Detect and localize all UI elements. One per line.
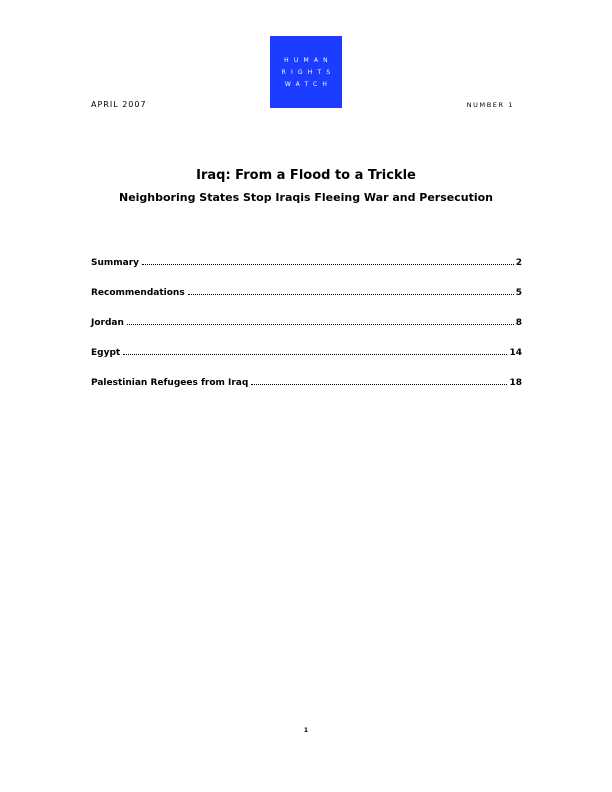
- toc-entry-label: Egypt: [91, 348, 121, 358]
- report-number: NUMBER 1: [466, 101, 514, 109]
- table-of-contents: [91, 258, 522, 408]
- toc-entry-recommendations[interactable]: [91, 288, 522, 318]
- toc-entry-page: 5: [515, 288, 522, 298]
- toc-entry-label: Jordan: [91, 318, 124, 328]
- toc-entry-summary[interactable]: [91, 258, 522, 288]
- toc-entry-page: 2: [515, 258, 522, 268]
- logo-line-3: WATCH: [284, 80, 333, 88]
- toc-entry-page: 18: [509, 378, 522, 388]
- logo-line-2: RIGHTS: [281, 68, 336, 76]
- toc-entry-palestinian-refugees[interactable]: [91, 378, 522, 408]
- toc-entry-label: Summary: [91, 258, 140, 268]
- toc-leader-dots: [127, 323, 514, 325]
- toc-leader-dots: [251, 383, 507, 385]
- report-date: APRIL 2007: [91, 100, 147, 109]
- toc-entry-label: Palestinian Refugees from Iraq: [91, 378, 249, 388]
- toc-leader-dots: [142, 263, 514, 265]
- toc-entry-egypt[interactable]: [91, 348, 522, 378]
- toc-entry-page: 14: [509, 348, 522, 358]
- toc-entry-label: Recommendations: [91, 288, 185, 298]
- page-number: 1: [303, 727, 309, 734]
- report-title: Iraq: From a Flood to a Trickle: [196, 168, 416, 183]
- report-subtitle: Neighboring States Stop Iraqis Fleeing War and Persecution: [118, 191, 494, 204]
- human-rights-watch-logo: [270, 36, 342, 108]
- toc-entry-jordan[interactable]: [91, 318, 522, 348]
- logo-line-1: HUMAN: [284, 56, 333, 64]
- toc-leader-dots: [188, 293, 514, 295]
- toc-entry-page: 8: [515, 318, 522, 328]
- toc-leader-dots: [123, 353, 507, 355]
